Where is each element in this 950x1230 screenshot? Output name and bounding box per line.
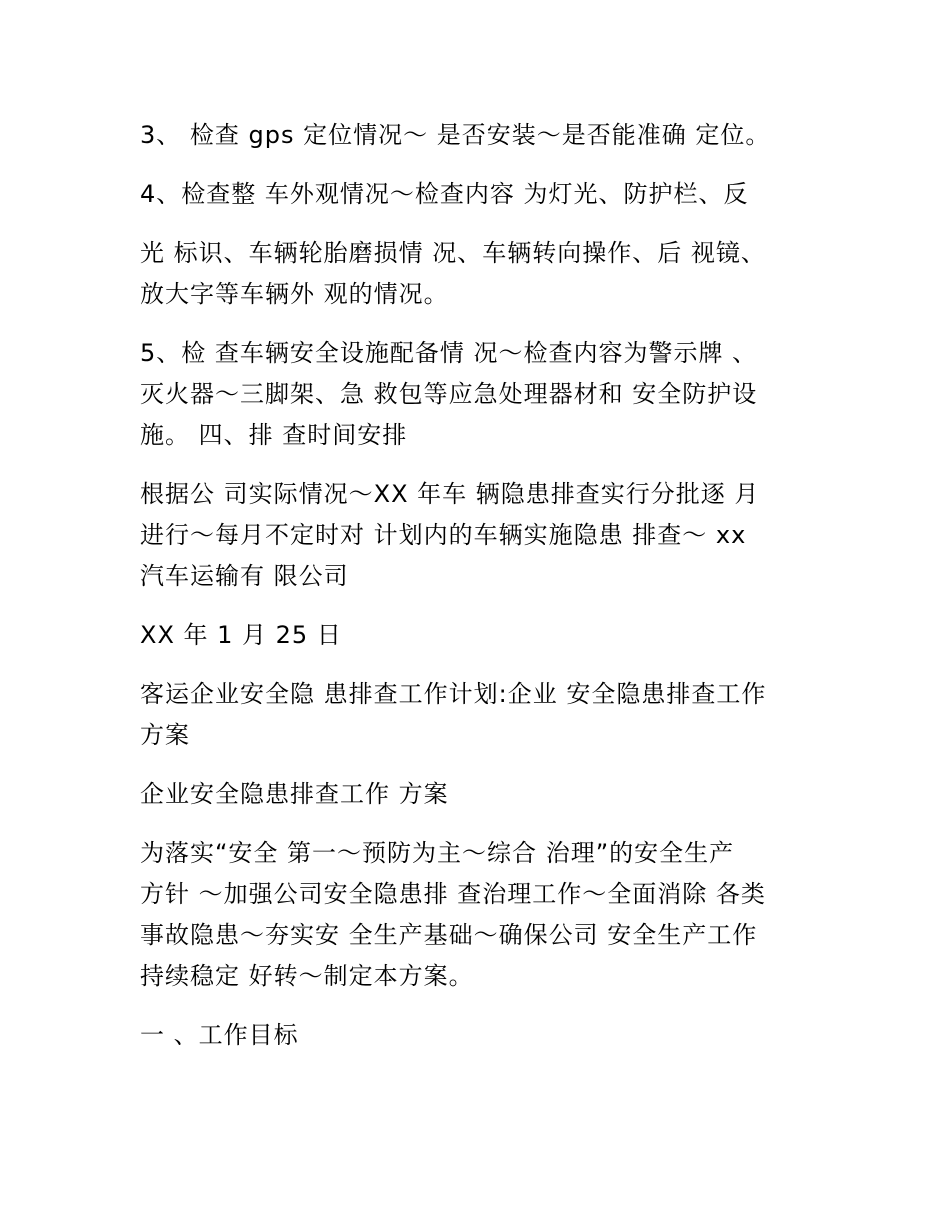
text-line: 施。 四、排 查时间安排: [140, 421, 408, 449]
text-line: 客运企业安全隐 患排查工作计划:企业 安全隐患排查工作: [140, 680, 767, 708]
document-body: [140, 115, 820, 1074]
paragraph-plan-heading: [140, 774, 820, 815]
paragraph-exterior-check: [140, 174, 820, 215]
text-line: 5、检 查车辆安全设施配备情 况～检查内容为警示牌 、: [140, 339, 758, 367]
text-line: 4、检查整 车外观情况～检查内容 为灯光、防护栏、反: [140, 180, 749, 208]
paragraph-goals-heading: [140, 1015, 820, 1056]
paragraph-exterior-details: [140, 233, 820, 315]
text-line: 事故隐患～夯实安 全生产基础～确保公司 安全生产工作: [140, 921, 758, 949]
text-line: 放大字等车辆外 观的情况。: [140, 280, 449, 308]
text-line: 持续稳定 好转～制定本方案。: [140, 962, 474, 990]
text-line: 灭火器～三脚架、急 救包等应急处理器材和 安全防护设: [140, 380, 758, 408]
text-line: 方案: [140, 721, 190, 749]
text-line: 为落实“安全 第一～预防为主～综合 治理”的安全生产: [140, 839, 735, 867]
heading-line: 企业安全隐患排查工作 方案: [140, 780, 449, 808]
text-line: 3、 检查 gps 定位情况～ 是否安装～是否能准确 定位。: [140, 121, 771, 149]
paragraph-gps-check: [140, 115, 820, 156]
heading-line: 一 、工作目标: [140, 1021, 299, 1049]
text-line: 方针 ～加强公司安全隐患排 查治理工作～全面消除 各类: [140, 880, 766, 908]
paragraph-date: [140, 615, 820, 656]
text-line: 根据公 司实际情况～XX 年车 辆隐患排查实行分批逐 月: [140, 480, 760, 508]
text-line: 进行～每月不定时对 计划内的车辆实施隐患 排查～ xx: [140, 521, 747, 549]
text-line: 汽车运输有 限公司: [140, 562, 349, 590]
paragraph-intro: [140, 833, 820, 997]
text-line: 光 标识、车辆轮胎磨损情 况、车辆转向操作、后 视镜、: [140, 239, 766, 267]
document-date: XX 年 1 月 25 日: [140, 621, 342, 649]
paragraph-safety-equipment: [140, 333, 820, 456]
paragraph-section-title: [140, 674, 820, 756]
paragraph-schedule: [140, 474, 820, 597]
